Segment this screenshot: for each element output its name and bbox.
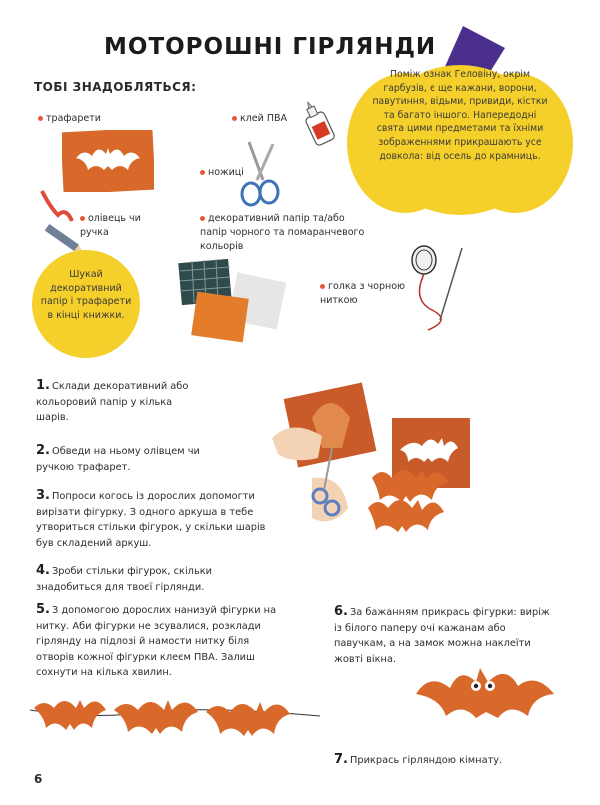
stencil-bat-icon <box>62 130 154 192</box>
bullet-icon <box>232 116 237 121</box>
material-stencils <box>38 112 101 126</box>
material-paper <box>200 212 368 254</box>
step-3: 3. Попроси когось із дорослих допомогти вирізати фігурку. З одного аркуша в тебе утвориться стільки фігурок, у скільки шарів був складений аркуш. <box>36 488 266 549</box>
bullet-icon <box>80 216 85 221</box>
glue-bottle-icon <box>298 100 338 148</box>
bullet-icon <box>38 116 43 121</box>
step-7: 7. Прикрась гірляндою кімнату. <box>334 752 503 767</box>
step-5: 5. З допомогою дорослих нанизуй фігурки на нитку. Аби фігурки не зсувалися, розклади гірлянду на підлозі й намости нитку біля отворів кожної фігурки клеєм ПВА. Залиш сохнути на кілька хвилин. <box>36 602 277 678</box>
material-stencils-label: трафарети <box>46 113 101 124</box>
page-title: МОТОРОШНІ ГІРЛЯНДИ <box>104 34 437 60</box>
material-needle <box>320 280 430 308</box>
decorated-bat-icon <box>410 632 560 732</box>
materials-heading: ТОБІ ЗНАДОБЛЯТЬСЯ: <box>34 80 197 94</box>
material-scissors-label: ножиці <box>208 167 244 178</box>
bullet-icon <box>200 170 205 175</box>
scissors-icon <box>235 138 285 208</box>
material-glue-label: клей ПВА <box>240 113 288 124</box>
step-2: 2. Обведи на ньому олівцем чи ручкою трафарет. <box>36 443 200 473</box>
bullet-icon <box>320 284 325 289</box>
bullet-icon <box>200 216 205 221</box>
bat-garland-illustration <box>30 690 320 770</box>
material-pencil-label: олівець чи ручка <box>80 213 141 238</box>
step-4: 4. Зроби стільки фігурок, скільки знадобиться для твоєї гірлянди. <box>36 563 212 593</box>
tip-text: Шукай декоративний папір і трафарети в кінці книжки. <box>40 269 132 321</box>
page-number: 6 <box>34 772 43 786</box>
pumpkin-fact-text: Поміж ознак Геловіну, окрім гарбузів, є ще кажани, ворони, павутиння, відьми, привиди, кістки та багато іншого. Напередодні свята цими предметами та їхніми зображеннями прикрашають усе довкола: від осель до крамниць. <box>372 69 548 162</box>
material-paper-label: декоративний папір та/або папір чорного та помаранчевого кольорів <box>200 213 365 252</box>
step-6: 6. За бажанням прикрась фігурки: виріж із білого паперу очі кажанам або павучкам, а на замок можна наклеїти жовті вікна. <box>334 604 550 665</box>
pencil-icon <box>36 185 86 260</box>
material-needle-label: голка з чорною ниткою <box>320 281 406 306</box>
cutting-illustration <box>272 378 482 553</box>
material-pencil <box>80 212 150 240</box>
decorative-paper-icon <box>172 255 292 343</box>
material-glue <box>232 112 287 126</box>
step-1: 1. Склади декоративний або кольоровий папір у кілька шарів. <box>36 378 189 423</box>
